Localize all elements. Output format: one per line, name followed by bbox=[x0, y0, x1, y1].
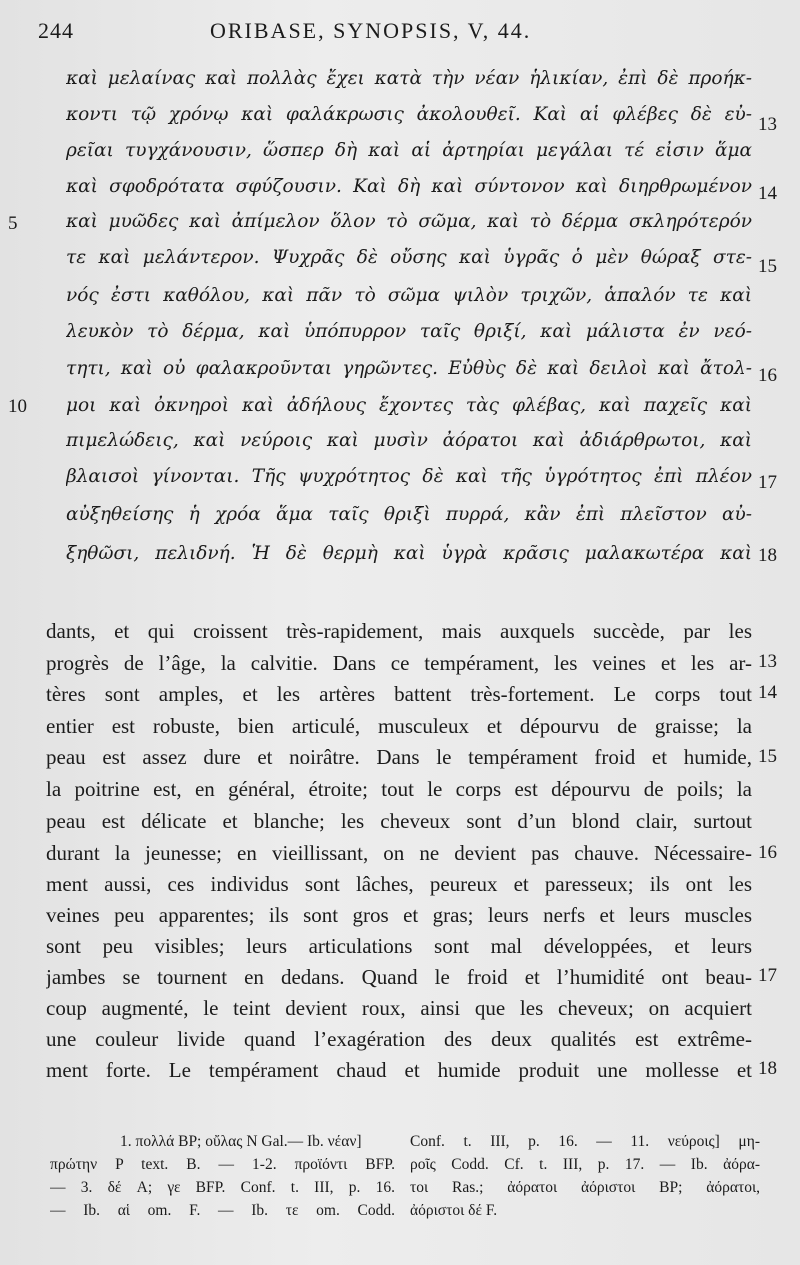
greek-line: καὶ σφοδρότατα σφύζουσιν. Καὶ δὴ καὶ σύντονον καὶ διηρθρωμένον bbox=[66, 176, 752, 197]
greek-line: καὶ μυῶδες καὶ ἀπίμελον ὅλον τὸ σῶμα, καὶ τὸ δέρμα σκληρότερόν bbox=[66, 211, 752, 232]
french-line: ment aussi, ces individus sont lâches, peureux et paresseux; ils ont les bbox=[46, 872, 752, 896]
section-number: 13 bbox=[758, 651, 777, 672]
footnote-line: — 3. δέ A; γε BFP. Conf. t. III, p. 16. bbox=[50, 1179, 395, 1196]
french-line: tères sont amples, et les artères battent très-fortement. Le corps tout bbox=[46, 682, 752, 706]
french-line: progrès de l’âge, la calvitie. Dans ce tempérament, les veines et les ar- bbox=[46, 651, 752, 675]
french-line: veines peu apparentes; ils sont gros et gras; leurs nerfs et leurs muscles bbox=[46, 903, 752, 927]
section-number: 15 bbox=[758, 256, 777, 277]
footnote-line: — Ib. αἱ om. F. — Ib. τε om. Codd. bbox=[50, 1202, 395, 1219]
page-header bbox=[0, 14, 800, 44]
french-line: ment forte. Le tempérament chaud et humide produit une mollesse et bbox=[46, 1058, 752, 1082]
section-number: 16 bbox=[758, 365, 777, 386]
greek-line: αὐξηθείσης ἡ χρόα ἅμα ταῖς θριξὶ πυρρά, κἂν ἐπὶ πλεῖστον αὐ- bbox=[66, 504, 752, 525]
greek-line: τητι, καὶ οὐ φαλακροῦνται γηρῶντες. Εὐθὺς δὲ καὶ δειλοὶ καὶ ἄτολ- bbox=[66, 358, 752, 379]
french-line: peau est délicate et blanche; les cheveux sont d’un blond clair, surtout bbox=[46, 809, 752, 833]
french-line: jambes se tournent en dedans. Quand le froid et l’humidité ont beau- bbox=[46, 965, 752, 989]
section-number: 17 bbox=[758, 965, 777, 986]
french-line: peau est assez dure et noirâtre. Dans le tempérament froid et humide, bbox=[46, 745, 752, 769]
french-line: durant la jeunesse; en vieillissant, on ne devient pas chauve. Nécessaire- bbox=[46, 841, 752, 865]
section-number: 15 bbox=[758, 746, 777, 767]
section-number: 18 bbox=[758, 1058, 777, 1079]
greek-line: νός ἐστι καθόλου, καὶ πᾶν τὸ σῶμα ψιλὸν τριχῶν, ἁπαλόν τε καὶ bbox=[66, 285, 752, 306]
line-number-left: 10 bbox=[8, 396, 27, 417]
french-line: entier est robuste, bien articulé, musculeux et dépourvu de graisse; la bbox=[46, 714, 752, 738]
footnote-line: ροῖς Codd. Cf. t. III, p. 17. — Ib. ἀόρα- bbox=[410, 1156, 760, 1173]
french-line: sont peu visibles; leurs articulations sont mal développées, et leurs bbox=[46, 934, 752, 958]
greek-line: κοντι τῷ χρόνῳ καὶ φαλάκρωσις ἀκολουθεῖ. Καὶ αἱ φλέβες δὲ εὐ- bbox=[66, 104, 752, 125]
page-number: 244 bbox=[38, 18, 74, 43]
footnote-line: τοι Ras.; ἀόρατοι ἀόριστοι BP; ἀόρατοι, bbox=[410, 1179, 760, 1196]
footnotes-left-column bbox=[50, 1130, 395, 1222]
french-line: dants, et qui croissent très-rapidement, mais auxquels succède, par les bbox=[46, 619, 752, 643]
greek-line: ξηθῶσι, πελιδνή. Ἡ δὲ θερμὴ καὶ ὑγρὰ κρᾶσις μαλακωτέρα καὶ bbox=[66, 543, 752, 564]
footnotes-right-column bbox=[410, 1130, 760, 1222]
french-line: une couleur livide quand l’exagération des deux qualités est extrême- bbox=[46, 1027, 752, 1051]
section-number: 16 bbox=[758, 842, 777, 863]
greek-line: βλαισοὶ γίνονται. Τῆς ψυχρότητος δὲ καὶ τῆς ὑγρότητος ἐπὶ πλέον bbox=[66, 466, 752, 487]
greek-line: ρεῖαι τυγχάνουσιν, ὥσπερ δὴ καὶ αἱ ἀρτηρίαι μεγάλαι τέ εἰσιν ἅμα bbox=[66, 140, 752, 161]
greek-line: πιμελώδεις, καὶ νεύροις καὶ μυσὶν ἀόρατοι καὶ ἀδιάρθρωτοι, καὶ bbox=[66, 430, 752, 451]
greek-line: λευκὸν τὸ δέρμα, καὶ ὑπόπυρρον ταῖς θριξί, καὶ μάλιστα ἐν νεό- bbox=[66, 321, 752, 342]
section-number: 14 bbox=[758, 183, 777, 204]
french-line: coup augmenté, le teint devient roux, ainsi que les cheveux; on acquiert bbox=[46, 996, 752, 1020]
footnote-line: ἀόριστοι δέ F. bbox=[410, 1202, 498, 1219]
running-title: ORIBASE, SYNOPSIS, V, 44. bbox=[210, 18, 532, 43]
footnote-line: πρώτην P text. B. — 1-2. προϊόντι BFP. bbox=[50, 1156, 395, 1173]
greek-line: μοι καὶ ὀκνηροὶ καὶ ἀδήλους ἔχοντες τὰς φλέβας, καὶ παχεῖς καὶ bbox=[66, 395, 752, 416]
french-line: la poitrine est, en général, étroite; tout le corps est dépourvu de poils; la bbox=[46, 777, 752, 801]
footnote-line: 1. πολλά BP; οὔλας N Gal.— Ib. νέαν] bbox=[120, 1133, 362, 1150]
section-number: 13 bbox=[758, 114, 777, 135]
greek-line: τε καὶ μελάντερον. Ψυχρᾶς δὲ οὔσης καὶ ὑγρᾶς ὁ μὲν θώραξ στε- bbox=[66, 247, 752, 268]
section-number: 18 bbox=[758, 545, 777, 566]
footnote-line: Conf. t. III, p. 16. — 11. νεύροις] μη- bbox=[410, 1133, 760, 1150]
section-number: 17 bbox=[758, 472, 777, 493]
section-number: 14 bbox=[758, 682, 777, 703]
line-number-left: 5 bbox=[8, 213, 18, 234]
greek-line: καὶ μελαίνας καὶ πολλὰς ἔχει κατὰ τὴν νέαν ἡλικίαν, ἐπὶ δὲ προήκ- bbox=[66, 68, 752, 89]
